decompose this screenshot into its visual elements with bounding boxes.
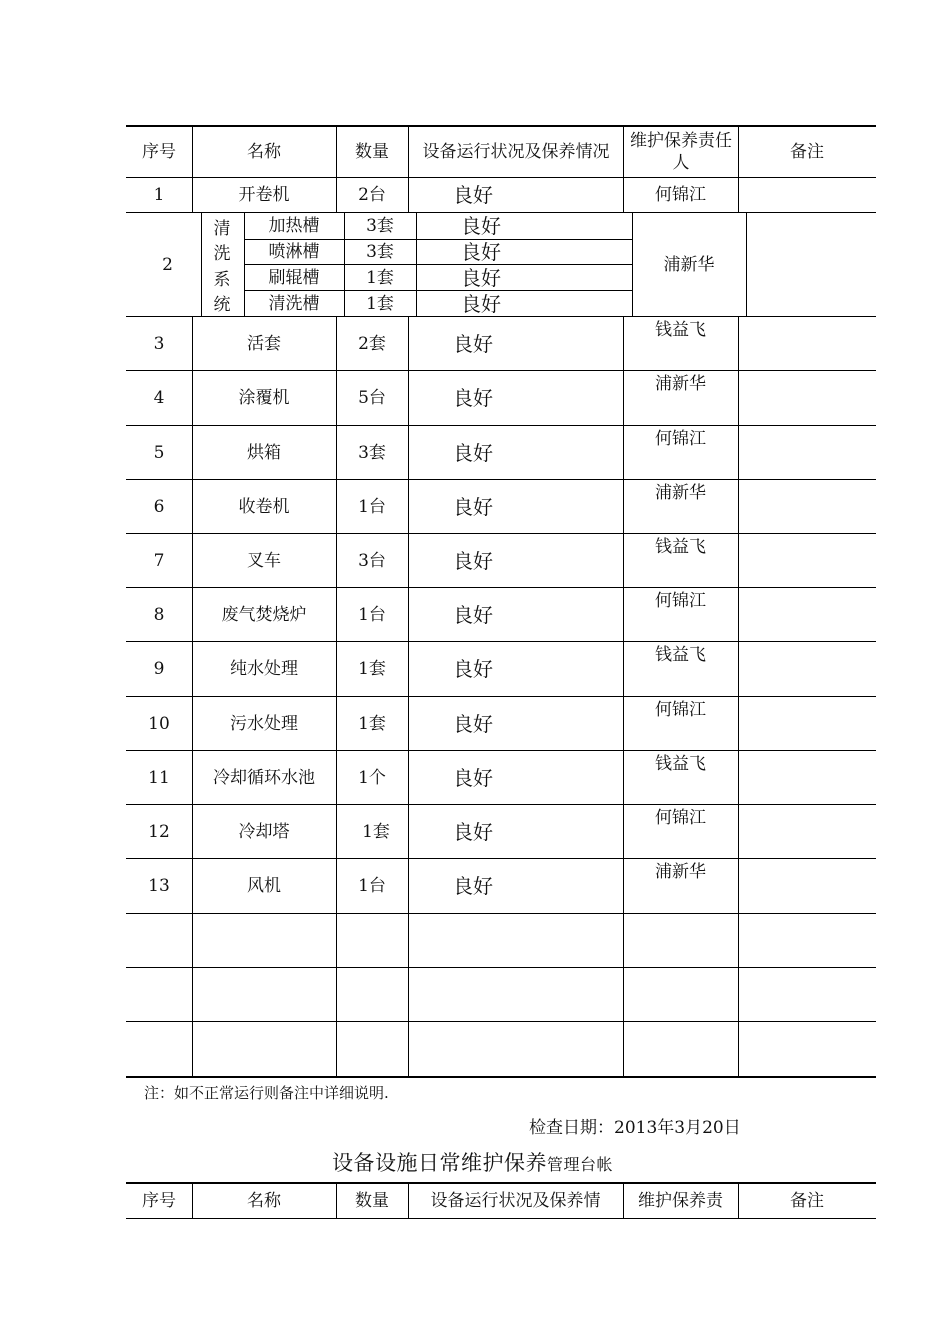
row-person: 钱益飞 xyxy=(655,537,706,557)
row-seq: 5 xyxy=(153,442,165,463)
header-name: 名称 xyxy=(247,141,281,162)
row-person: 钱益飞 xyxy=(655,645,706,665)
sub-status: 良好 xyxy=(461,291,501,316)
header-seq: 序号 xyxy=(142,141,176,162)
group-char: 洗 xyxy=(213,244,231,265)
sub-name: 清洗槽 xyxy=(268,293,320,314)
row-person: 何锦江 xyxy=(655,591,706,611)
row-person: 何锦江 xyxy=(655,429,706,449)
sub-name: 刷辊槽 xyxy=(268,267,320,288)
row1-person: 何锦江 xyxy=(655,185,706,205)
row-person: 浦新华 xyxy=(655,483,706,503)
row-line xyxy=(126,913,876,914)
row-status: 良好 xyxy=(453,386,493,410)
footnote: 注：如不正常运行则备注中详细说明. xyxy=(144,1084,389,1102)
row-seq: 8 xyxy=(153,604,165,625)
row1-qty: 2台 xyxy=(358,185,386,205)
table-border-bottom xyxy=(126,1076,876,1078)
row-line xyxy=(126,1021,876,1022)
row-qty: 1台 xyxy=(358,496,386,517)
header-person: 维护保养责任人 xyxy=(630,130,732,173)
row-status: 良好 xyxy=(453,602,493,627)
header-remark: 备注 xyxy=(790,1191,824,1211)
sub-name: 喷淋槽 xyxy=(268,242,320,262)
row-seq: 3 xyxy=(153,333,165,354)
row-name: 冷却塔 xyxy=(238,821,290,842)
row-line xyxy=(126,967,876,968)
row-seq: 11 xyxy=(148,767,170,788)
row-status: 良好 xyxy=(453,711,493,736)
row-seq: 7 xyxy=(153,550,165,571)
row-qty: 2套 xyxy=(358,333,386,354)
row-seq: 13 xyxy=(148,876,170,896)
check-date: 检查日期：2013年3月20日 xyxy=(529,1118,741,1138)
row1-name: 开卷机 xyxy=(238,185,290,205)
sub-status: 良好 xyxy=(461,214,501,238)
header-status: 设备运行状况及保养情况 xyxy=(422,141,610,162)
row-name: 纯水处理 xyxy=(230,659,298,679)
row-qty: 1台 xyxy=(358,876,386,896)
row-name: 风机 xyxy=(247,876,281,896)
group-char: 清 xyxy=(213,219,231,240)
row-status: 良好 xyxy=(453,874,493,898)
col-line xyxy=(738,316,739,1076)
col-line xyxy=(746,212,747,316)
group-char: 系 xyxy=(213,269,231,290)
row2-group-label xyxy=(209,214,235,315)
group-char: 统 xyxy=(213,294,231,315)
row-person: 浦新华 xyxy=(655,862,706,882)
row-status: 良好 xyxy=(453,548,493,573)
row-seq: 10 xyxy=(148,713,170,734)
row-person: 钱益飞 xyxy=(655,754,706,774)
sub-qty: 1套 xyxy=(366,293,394,314)
row-qty: 1个 xyxy=(358,767,386,788)
row1-status: 良好 xyxy=(453,183,493,207)
row-qty: 1套 xyxy=(358,659,386,679)
section-title-suffix: 管理台帐 xyxy=(547,1155,614,1174)
row-name: 收卷机 xyxy=(238,496,290,517)
row-seq: 12 xyxy=(148,821,170,842)
row-status: 良好 xyxy=(453,819,493,844)
header-status: 设备运行状况及保养情 xyxy=(430,1191,601,1211)
sub-name: 加热槽 xyxy=(268,216,320,236)
row-qty: 1套 xyxy=(358,713,386,734)
header-remark: 备注 xyxy=(790,141,824,162)
sub-qty: 3套 xyxy=(366,216,394,236)
header-qty: 数量 xyxy=(355,141,389,162)
sub-status: 良好 xyxy=(461,265,501,290)
row2-seq: 2 xyxy=(162,254,173,275)
row-person: 何锦江 xyxy=(655,700,706,720)
row-qty: 5台 xyxy=(358,388,386,408)
row-name: 烘箱 xyxy=(247,442,281,463)
row-person: 何锦江 xyxy=(655,808,706,828)
row-name: 废气焚烧炉 xyxy=(221,604,307,625)
row-status: 良好 xyxy=(453,657,493,681)
header-person: 维护保养责 xyxy=(638,1191,723,1211)
row-qty: 1套 xyxy=(362,821,390,842)
sub-qty: 3套 xyxy=(366,242,394,262)
row1-seq: 1 xyxy=(153,185,165,205)
row-person: 钱益飞 xyxy=(655,320,706,340)
row-line xyxy=(126,1218,876,1219)
sub-status: 良好 xyxy=(461,240,501,264)
row-qty: 3台 xyxy=(358,550,386,571)
row-name: 涂覆机 xyxy=(238,388,290,408)
row-qty: 1台 xyxy=(358,604,386,625)
row-name: 活套 xyxy=(247,333,281,354)
row-name: 叉车 xyxy=(247,550,281,571)
row-status: 良好 xyxy=(453,494,493,519)
row-person: 浦新华 xyxy=(655,374,706,394)
header-seq: 序号 xyxy=(142,1191,176,1211)
row-name: 冷却循环水池 xyxy=(213,767,315,788)
row2-person: 浦新华 xyxy=(663,254,715,275)
sub-qty: 1套 xyxy=(366,267,394,288)
row-qty: 3套 xyxy=(358,442,386,463)
header-qty: 数量 xyxy=(355,1191,389,1211)
row-seq: 6 xyxy=(153,496,165,517)
col-line xyxy=(201,212,202,316)
row-seq: 9 xyxy=(153,659,165,679)
row-seq: 4 xyxy=(153,388,165,408)
row-status: 良好 xyxy=(453,765,493,790)
header-name: 名称 xyxy=(247,1191,281,1211)
row-status: 良好 xyxy=(453,331,493,356)
section-title xyxy=(332,1147,613,1177)
row-status: 良好 xyxy=(453,440,493,465)
row-name: 污水处理 xyxy=(230,713,298,734)
section-title-main: 设备设施日常维护保养 xyxy=(332,1151,547,1175)
